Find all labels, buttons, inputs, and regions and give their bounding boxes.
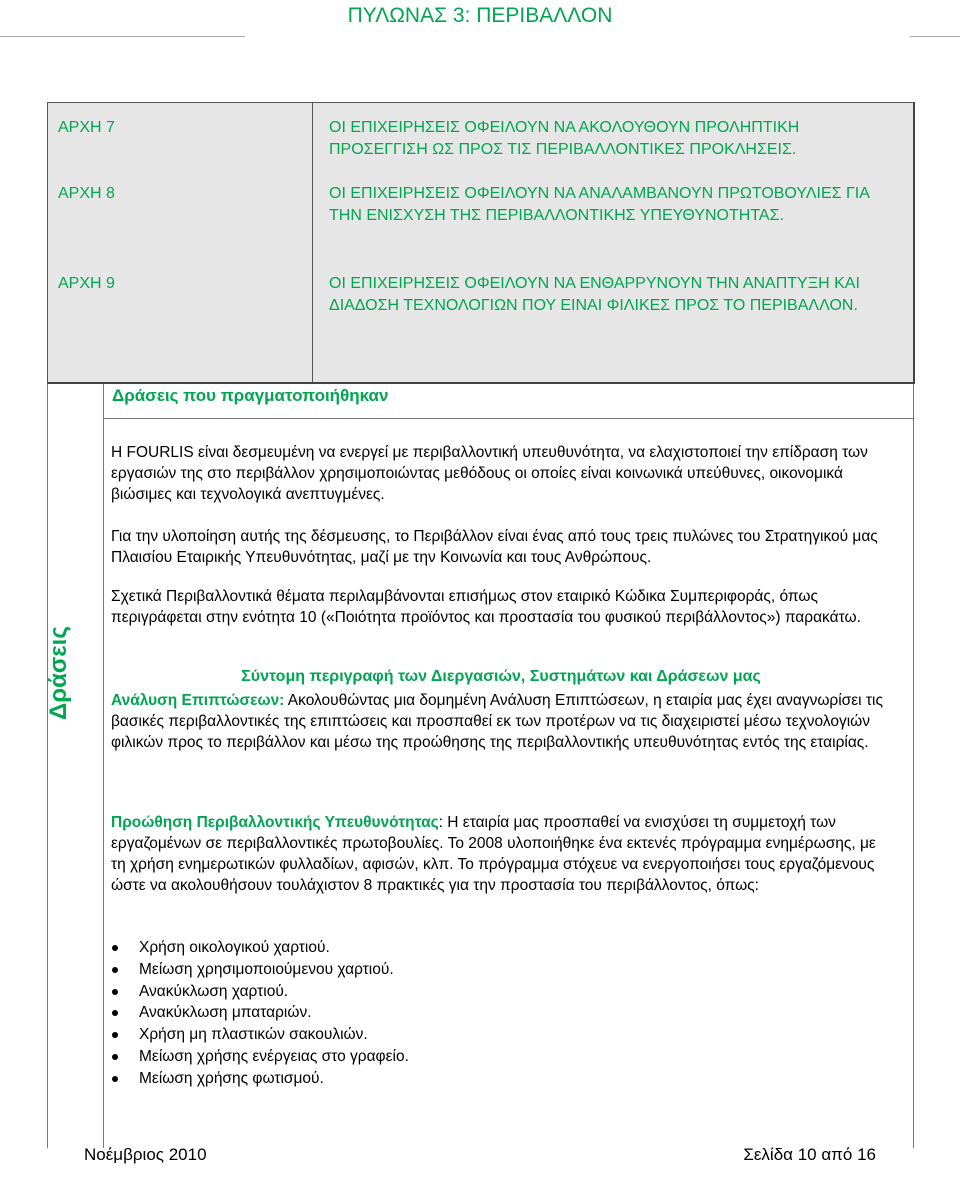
bullet-icon [112, 945, 118, 951]
list-item: Μείωση χρησιμοποιούμενου χαρτιού. [111, 959, 811, 981]
principle-code-8: ΑΡΧΗ 8 [58, 185, 115, 202]
paragraph-promotion [111, 812, 891, 896]
actions-heading: Δράσεις που πραγματοποιήθηκαν [112, 386, 389, 405]
principle-code-7: ΑΡΧΗ 7 [58, 119, 115, 136]
actions-divider [103, 384, 104, 1148]
principles-divider [312, 103, 313, 382]
list-item: Χρήση μη πλαστικών σακουλιών. [111, 1024, 811, 1046]
impact-text: Ακολουθώντας μια δομημένη Ανάλυση Επιπτώσεων, η εταιρία μας έχει αναγνωρίσει τις βασικές περιβαλλοντικές της επιπτώσεις και προσπαθεί εκ των προτέρων να τις διαχειριστεί μέσω τεχνολογιών φιλικών προς το περιβάλλον και μέσω της προώθησης της περιβαλλοντικής υπευθυνότητας εντός της εταιρίας. [111, 692, 883, 751]
header-rule-right [910, 36, 960, 37]
header-rule-left [0, 36, 245, 37]
list-item: Μείωση χρήσης ενέργειας στο γραφείο. [111, 1046, 811, 1068]
list-item: Μείωση χρήσης φωτισμού. [111, 1068, 811, 1090]
list-item: Ανακύκλωση χαρτιού. [111, 981, 811, 1003]
bullet-icon [112, 967, 118, 973]
processes-subheading: Σύντομη περιγραφή των Διεργασιών, Συστημάτων και Δράσεων μας [241, 668, 761, 685]
practices-list [111, 937, 811, 1090]
promotion-text: : Η εταιρία μας προσπαθεί να ενισχύσει τη συμμετοχή των εργαζομένων σε περιβαλλοντικές πρωτοβουλίες. Το 2008 υλοποιήθηκε ένα εκτενές πρόγραμμα ενημέρωσης, με τη χρήση ενημερωτικών φυλλαδίων, αφισών, κλπ. Το πρόγραμμα στόχευε να ενεργοποιήσει τους εργαζόμενους ώστε να ακολουθήσουν τουλάχιστον 8 πρακτικές για την προστασία του περιβάλλοντος, όπως: [111, 814, 876, 894]
footer-page-number: Σελίδα 10 από 16 [743, 1145, 876, 1164]
principle-code-9: ΑΡΧΗ 9 [58, 275, 115, 292]
paragraph-impact-analysis [111, 690, 891, 753]
principle-text-8: ΟΙ ΕΠΙΧΕΙΡΗΣΕΙΣ ΟΦΕΙΛΟΥΝ ΝΑ ΑΝΑΛΑΜΒΑΝΟΥΝ ΠΡΩΤΟΒΟΥΛΙΕΣ ΓΙΑ ΤΗΝ ΕΝΙΣΧΥΣΗ ΤΗΣ ΠΕΡΙΒΑΛΛΟΝΤΙΚΗΣ ΥΠΕΥΘΥΝΟΤΗΤΑΣ. [329, 185, 870, 224]
promotion-label: Προώθηση Περιβαλλοντικής Υπευθυνότητας [111, 814, 439, 831]
bullet-icon [112, 1032, 118, 1038]
paragraph-code-of-conduct: Σχετικά Περιβαλλοντικά θέματα περιλαμβάνονται επισήμως στον εταιρικό Κώδικα Συμπεριφοράς, όπως περιγράφεται στην ενότητα 10 («Ποιότητα προϊόντος και προστασία του φυσικού περιβάλλοντος») παρακάτω. [111, 588, 861, 626]
paragraph-pillar: Για την υλοποίηση αυτής της δέσμευσης, το Περιβάλλον είναι ένας από τους τρεις πυλώνες του Στρατηγικού μας Πλαισίου Εταιρικής Υπευθυνότητας, μαζί με την Κοινωνία και τους Ανθρώπους. [111, 528, 878, 566]
principles-box [47, 102, 915, 384]
bullet-icon [112, 989, 118, 995]
principle-text-9: ΟΙ ΕΠΙΧΕΙΡΗΣΕΙΣ ΟΦΕΙΛΟΥΝ ΝΑ ΕΝΘΑΡΡΥΝΟΥΝ ΤΗΝ ΑΝΑΠΤΥΞΗ ΚΑΙ ΔΙΑΔΟΣΗ ΤΕΧΝΟΛΟΓΙΩΝ ΠΟΥ ΕΙΝΑΙ ΦΙΛΙΚΕΣ ΠΡΟΣ ΤΟ ΠΕΡΙΒΑΛΛΟΝ. [329, 275, 860, 314]
actions-side-label: Δράσεις [45, 626, 72, 720]
paragraph-commitment: Η FOURLIS είναι δεσμευμένη να ενεργεί με περιβαλλοντική υπευθυνότητα, να ελαχιστοποιεί την επίδραση των εργασιών της στο περιβάλλον χρησιμοποιώντας μεθόδους οι οποίες είναι κοινωνικά υπεύθυνες, οικονομικά βιώσιμες και τεχνολογικά ανεπτυγμένες. [111, 444, 868, 503]
bullet-icon [112, 1076, 118, 1082]
impact-label: Ανάλυση Επιπτώσεων: [111, 692, 285, 709]
page-title: ΠΥΛΩΝΑΣ 3: ΠΕΡΙΒΑΛΛΟΝ [347, 4, 613, 27]
actions-header-line [103, 418, 913, 419]
footer-date: Νοέμβριος 2010 [84, 1145, 207, 1164]
bullet-icon [112, 1054, 118, 1060]
bullet-icon [112, 1010, 118, 1016]
list-item: Χρήση οικολογικού χαρτιού. [111, 937, 811, 959]
list-item: Ανακύκλωση μπαταριών. [111, 1002, 811, 1024]
principle-text-7: ΟΙ ΕΠΙΧΕΙΡΗΣΕΙΣ ΟΦΕΙΛΟΥΝ ΝΑ ΑΚΟΛΟΥΘΟΥΝ ΠΡΟΛΗΠΤΙΚΗ ΠΡΟΣΕΓΓΙΣΗ ΩΣ ΠΡΟΣ ΤΙΣ ΠΕΡΙΒΑΛΛΟΝΤΙΚΕΣ ΠΡΟΚΛΗΣΕΙΣ. [329, 119, 800, 158]
